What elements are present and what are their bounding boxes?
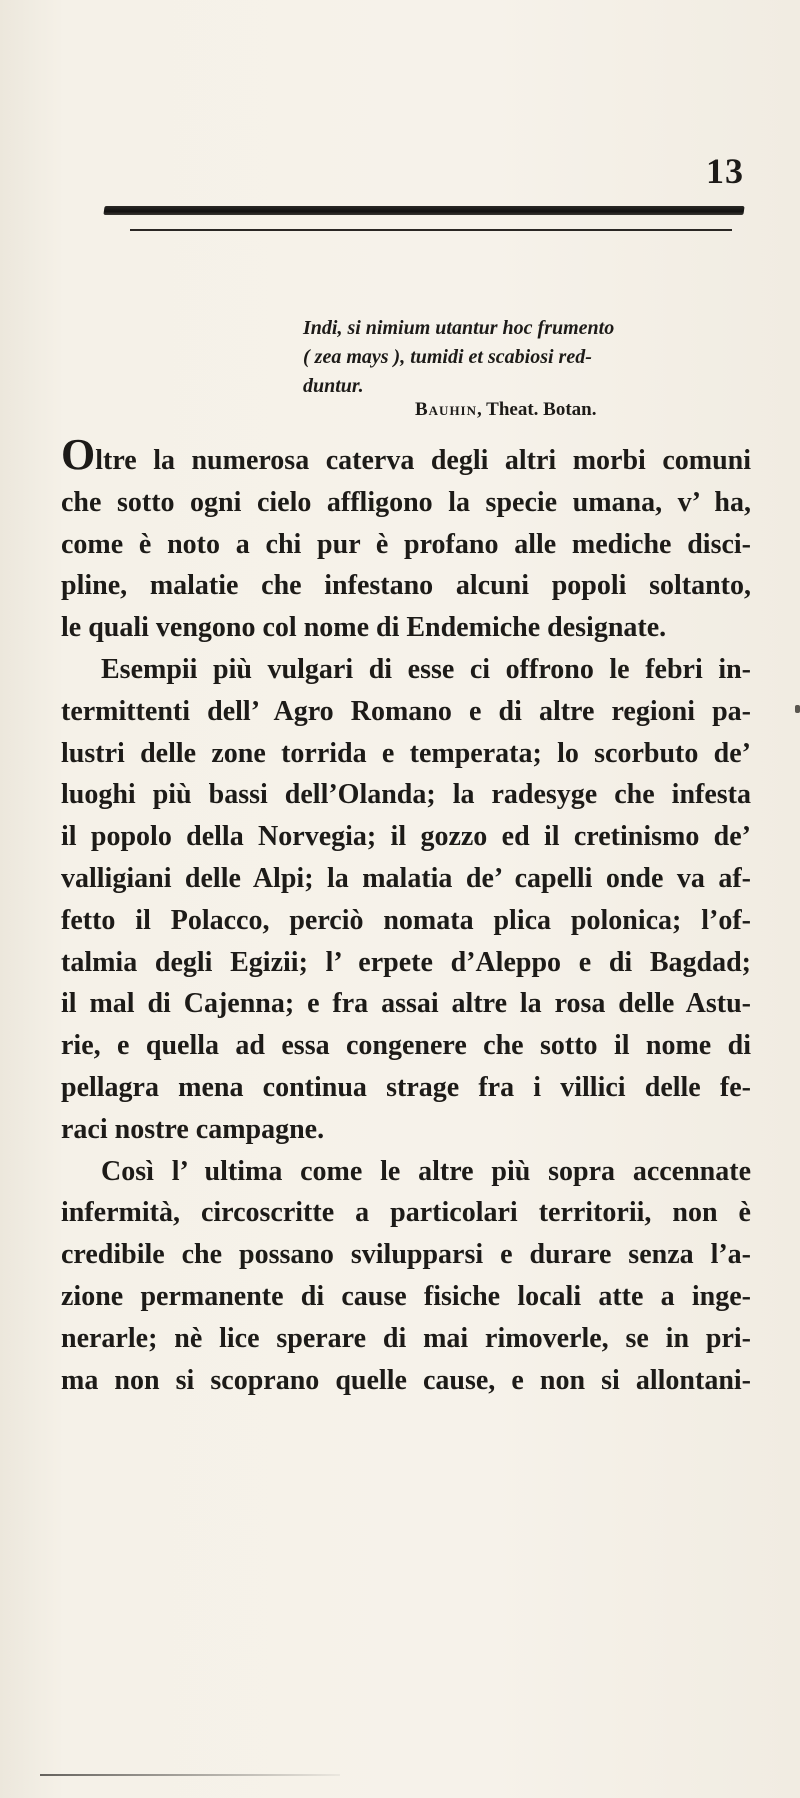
header-ornamental-rule — [103, 206, 744, 215]
text-line: Oltre la numerosa caterva degli altri morbi comuni — [61, 430, 751, 479]
header-thin-rule — [130, 229, 732, 231]
text-line: valligiani delle Alpi; la malatia de’ capelli onde va af- — [61, 862, 751, 894]
text-line: rie, e quella ad essa congenere che sotto il nome di — [61, 1030, 751, 1062]
text-line: credibile che possano svilupparsi e durare senza l’a- — [61, 1239, 751, 1271]
text-line: pellagra mena continua strage fra i villici delle fe- — [61, 1071, 751, 1103]
margin-mark — [795, 705, 800, 713]
text-line: fetto il Polacco, perciò nomata plica polonica; l’of- — [61, 904, 751, 936]
text-line: il popolo della Norvegia; il gozzo ed il cretinismo de’ — [61, 821, 751, 853]
attribution-author: Bauhin — [415, 399, 478, 420]
text-line: le quali vengono col nome di Endemiche designate. — [61, 612, 667, 644]
text-line: come è noto a chi pur è profano alle mediche disci- — [61, 528, 751, 560]
drop-cap: O — [61, 430, 96, 479]
epigraph — [303, 314, 733, 401]
attribution-source: , Theat. Botan. — [477, 399, 597, 420]
text-line: Esempii più vulgari di esse ci offrono le febri in- — [101, 653, 751, 685]
page-number: 13 — [706, 151, 744, 191]
text-line: pline, malatie che infestano alcuni popoli soltanto, — [61, 570, 751, 602]
epigraph-attribution — [415, 399, 597, 421]
text-line: lustri delle zone torrida e temperata; lo scorbuto de’ — [61, 737, 751, 769]
text-line: talmia degli Egizii; l’ erpete d’Aleppo e di Bagdad; — [61, 946, 751, 978]
epigraph-line: ( zea mays ), tumidi et scabiosi red- — [303, 346, 592, 368]
body-text — [61, 430, 751, 1401]
text-line: luoghi più bassi dell’Olanda; la radesyge che infesta — [61, 779, 751, 811]
text-line: raci nostre campagne. — [61, 1113, 325, 1145]
text-line: termittenti dell’ Agro Romano e di altre regioni pa- — [61, 695, 751, 727]
epigraph-line: Indi, si nimium utantur hoc frumento — [303, 317, 615, 339]
text-line: il mal di Cajenna; e fra assai altre la rosa delle Astu- — [61, 988, 751, 1020]
text-line: nerarle; nè lice sperare di mai rimoverle, se in pri- — [61, 1322, 751, 1354]
footer-scan-mark — [40, 1774, 340, 1776]
text-line: ma non si scoprano quelle cause, e non si allontani- — [61, 1364, 751, 1396]
text-line: Così l’ ultima come le altre più sopra accennate — [101, 1155, 751, 1187]
text-line: che sotto ogni cielo affligono la specie umana, v’ ha, — [61, 486, 751, 518]
epigraph-line: duntur. — [303, 375, 364, 397]
text-line: infermità, circoscritte a particolari territorii, non è — [61, 1197, 751, 1229]
text-line: zione permanente di cause fisiche locali atte a inge- — [61, 1280, 751, 1312]
